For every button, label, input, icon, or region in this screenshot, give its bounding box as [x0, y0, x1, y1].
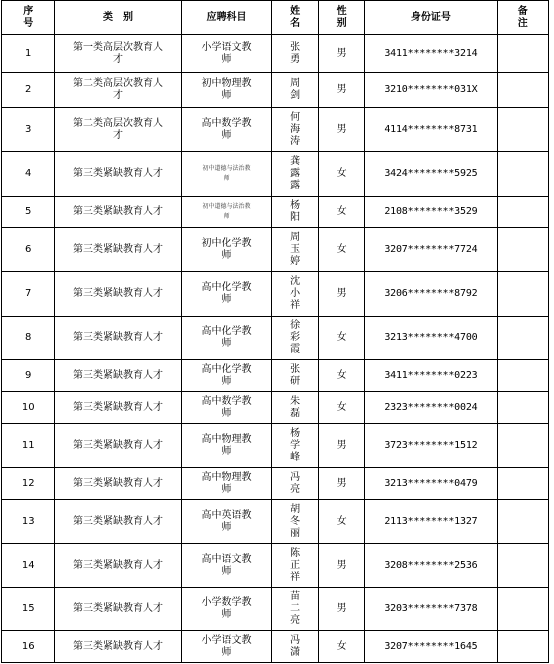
cell-sex: 男 [318, 35, 364, 73]
cell-no: 11 [2, 424, 55, 468]
cell-subject [181, 360, 272, 392]
cell-subject [181, 588, 272, 631]
table-row [2, 392, 549, 424]
cell-subject [181, 272, 272, 317]
category-text: 第三类紧缺教育人才 [73, 559, 164, 571]
table-row [2, 152, 549, 197]
cell-note [497, 197, 549, 228]
cell-category [55, 468, 181, 500]
cell-name [272, 360, 318, 392]
cell-subject [181, 35, 272, 73]
cell-category [55, 108, 181, 152]
subject-text: 高中物理教师 [201, 433, 252, 457]
cell-subject [181, 544, 272, 588]
cell-sex: 女 [318, 197, 364, 228]
subject-text: 高中英语教师 [201, 509, 252, 533]
table-row [2, 35, 549, 73]
subject-text: 高中化学教师 [201, 326, 252, 349]
header-sex: 性别 [318, 1, 364, 35]
subject-text: 小学语文教师 [201, 634, 252, 658]
cell-category [55, 500, 181, 544]
name-text: 徐彩霞 [290, 320, 301, 355]
cell-sex: 男 [318, 73, 364, 108]
cell-sex: 男 [318, 588, 364, 631]
cell-no: 10 [2, 392, 55, 424]
cell-name [272, 588, 318, 631]
cell-no: 14 [2, 544, 55, 588]
cell-id: 3213********0479 [365, 468, 497, 500]
name-text: 冯潇 [290, 634, 301, 658]
cell-category [55, 544, 181, 588]
name-text: 苗二亮 [290, 591, 301, 626]
cell-category [55, 152, 181, 197]
table-row [2, 500, 549, 544]
category-text: 第三类紧缺教育人才 [73, 477, 164, 489]
cell-id: 2108********3529 [365, 197, 497, 228]
table-row [2, 468, 549, 500]
cell-category [55, 73, 181, 108]
header-name: 姓名 [272, 1, 318, 35]
cell-sex: 女 [318, 152, 364, 197]
category-text: 第一类高层次教育人才 [73, 41, 164, 65]
cell-note [497, 588, 549, 631]
table-row [2, 544, 549, 588]
cell-category [55, 631, 181, 663]
subject-text: 高中语文教师 [201, 553, 252, 577]
header-id: 身份证号 [365, 1, 497, 35]
cell-category [55, 197, 181, 228]
cell-name [272, 500, 318, 544]
name-text: 龚露露 [290, 156, 301, 191]
cell-note [497, 228, 549, 272]
cell-note [497, 392, 549, 424]
category-text: 第二类高层次教育人才 [73, 117, 164, 141]
category-text: 第三类紧缺教育人才 [73, 332, 164, 343]
table-row [2, 360, 549, 392]
subject-text: 高中物理教师 [201, 471, 252, 495]
table-row [2, 631, 549, 663]
cell-note [497, 360, 549, 392]
cell-category [55, 228, 181, 272]
subject-text: 高中化学教师 [201, 282, 252, 305]
subject-text: 初中道德与法治教师 [202, 165, 251, 182]
cell-id: 3206********8792 [365, 272, 497, 317]
cell-sex: 男 [318, 468, 364, 500]
cell-subject [181, 631, 272, 663]
cell-no: 3 [2, 108, 55, 152]
cell-name [272, 631, 318, 663]
cell-name [272, 317, 318, 360]
table-row [2, 73, 549, 108]
cell-sex: 女 [318, 500, 364, 544]
cell-id: 3210********031X [365, 73, 497, 108]
name-text: 周剑 [290, 78, 301, 101]
table-row [2, 424, 549, 468]
cell-id: 3723********1512 [365, 424, 497, 468]
cell-subject [181, 424, 272, 468]
cell-name [272, 468, 318, 500]
cell-name [272, 424, 318, 468]
cell-no: 2 [2, 73, 55, 108]
name-text: 朱磊 [290, 395, 301, 419]
cell-note [497, 73, 549, 108]
cell-sex: 女 [318, 392, 364, 424]
name-text: 杨学峰 [290, 427, 301, 463]
cell-name [272, 392, 318, 424]
subject-text: 高中化学教师 [201, 363, 252, 387]
cell-category [55, 35, 181, 73]
cell-note [497, 544, 549, 588]
subject-text: 高中数学教师 [201, 395, 252, 419]
cell-name [272, 272, 318, 317]
category-text: 第三类紧缺教育人才 [73, 515, 164, 527]
cell-no: 6 [2, 228, 55, 272]
name-text: 周玉婷 [290, 231, 301, 267]
cell-no: 8 [2, 317, 55, 360]
subject-text: 初中化学教师 [201, 237, 252, 261]
cell-note [497, 272, 549, 317]
table-row [2, 228, 549, 272]
header-row [2, 1, 549, 35]
cell-note [497, 468, 549, 500]
header-note: 备注 [497, 1, 549, 35]
cell-id: 4114********8731 [365, 108, 497, 152]
cell-id: 2113********1327 [365, 500, 497, 544]
cell-no: 13 [2, 500, 55, 544]
cell-category [55, 360, 181, 392]
cell-category [55, 424, 181, 468]
cell-id: 3411********3214 [365, 35, 497, 73]
cell-sex: 男 [318, 272, 364, 317]
table-row [2, 272, 549, 317]
name-text: 张勇 [290, 41, 301, 65]
table-body [2, 35, 549, 663]
cell-name [272, 73, 318, 108]
cell-id: 3411********0223 [365, 360, 497, 392]
name-text: 胡冬丽 [290, 503, 301, 539]
cell-no: 7 [2, 272, 55, 317]
subject-text: 小学数学教师 [201, 597, 252, 620]
subject-text: 初中物理教师 [201, 78, 252, 101]
category-text: 第三类紧缺教育人才 [73, 168, 164, 179]
table-row [2, 197, 549, 228]
name-text: 何海涛 [290, 111, 301, 147]
cell-note [497, 152, 549, 197]
cell-id: 3207********1645 [365, 631, 497, 663]
cell-no: 15 [2, 588, 55, 631]
category-text: 第三类紧缺教育人才 [73, 401, 164, 413]
cell-id: 3203********7378 [365, 588, 497, 631]
table-row [2, 317, 549, 360]
table-row [2, 588, 549, 631]
category-text: 第三类紧缺教育人才 [73, 243, 164, 255]
category-text: 第三类紧缺教育人才 [73, 603, 164, 614]
cell-name [272, 108, 318, 152]
name-text: 陈正祥 [290, 547, 301, 583]
cell-id: 2323********0024 [365, 392, 497, 424]
cell-note [497, 631, 549, 663]
category-text: 第三类紧缺教育人才 [73, 439, 164, 451]
category-text: 第三类紧缺教育人才 [73, 640, 164, 652]
category-text: 第二类高层次教育人才 [73, 78, 164, 101]
cell-subject [181, 228, 272, 272]
cell-category [55, 588, 181, 631]
name-text: 冯亮 [290, 471, 301, 495]
cell-no: 1 [2, 35, 55, 73]
cell-note [497, 108, 549, 152]
cell-subject [181, 500, 272, 544]
recruitment-table [1, 0, 549, 663]
cell-no: 5 [2, 197, 55, 228]
cell-category [55, 317, 181, 360]
cell-name [272, 152, 318, 197]
cell-note [497, 35, 549, 73]
cell-id: 3208********2536 [365, 544, 497, 588]
cell-subject [181, 108, 272, 152]
cell-note [497, 317, 549, 360]
name-text: 杨阳 [290, 200, 301, 223]
cell-name [272, 35, 318, 73]
cell-sex: 女 [318, 228, 364, 272]
category-text: 第三类紧缺教育人才 [73, 288, 164, 299]
cell-name [272, 544, 318, 588]
cell-subject [181, 468, 272, 500]
name-text: 沈小祥 [290, 276, 301, 311]
cell-note [497, 424, 549, 468]
cell-note [497, 500, 549, 544]
header-subject: 应聘科目 [181, 1, 272, 35]
cell-no: 9 [2, 360, 55, 392]
cell-sex: 男 [318, 108, 364, 152]
cell-id: 3213********4700 [365, 317, 497, 360]
subject-text: 初中道德与法治教师 [202, 203, 251, 220]
subject-text: 小学语文教师 [201, 41, 252, 65]
header-category: 类 别 [55, 1, 181, 35]
cell-id: 3424********5925 [365, 152, 497, 197]
cell-sex: 女 [318, 631, 364, 663]
cell-subject [181, 197, 272, 228]
header-no: 序号 [2, 1, 55, 35]
cell-subject [181, 152, 272, 197]
cell-name [272, 228, 318, 272]
category-text: 第三类紧缺教育人才 [73, 206, 164, 217]
category-text: 第三类紧缺教育人才 [73, 369, 164, 381]
cell-category [55, 392, 181, 424]
cell-subject [181, 392, 272, 424]
subject-text: 高中数学教师 [201, 117, 252, 141]
cell-sex: 男 [318, 424, 364, 468]
cell-category [55, 272, 181, 317]
cell-subject [181, 73, 272, 108]
cell-name [272, 197, 318, 228]
cell-subject [181, 317, 272, 360]
table-row [2, 108, 549, 152]
cell-sex: 男 [318, 544, 364, 588]
cell-id: 3207********7724 [365, 228, 497, 272]
cell-no: 16 [2, 631, 55, 663]
name-text: 张研 [290, 363, 301, 387]
cell-no: 12 [2, 468, 55, 500]
cell-no: 4 [2, 152, 55, 197]
cell-sex: 女 [318, 360, 364, 392]
cell-sex: 女 [318, 317, 364, 360]
